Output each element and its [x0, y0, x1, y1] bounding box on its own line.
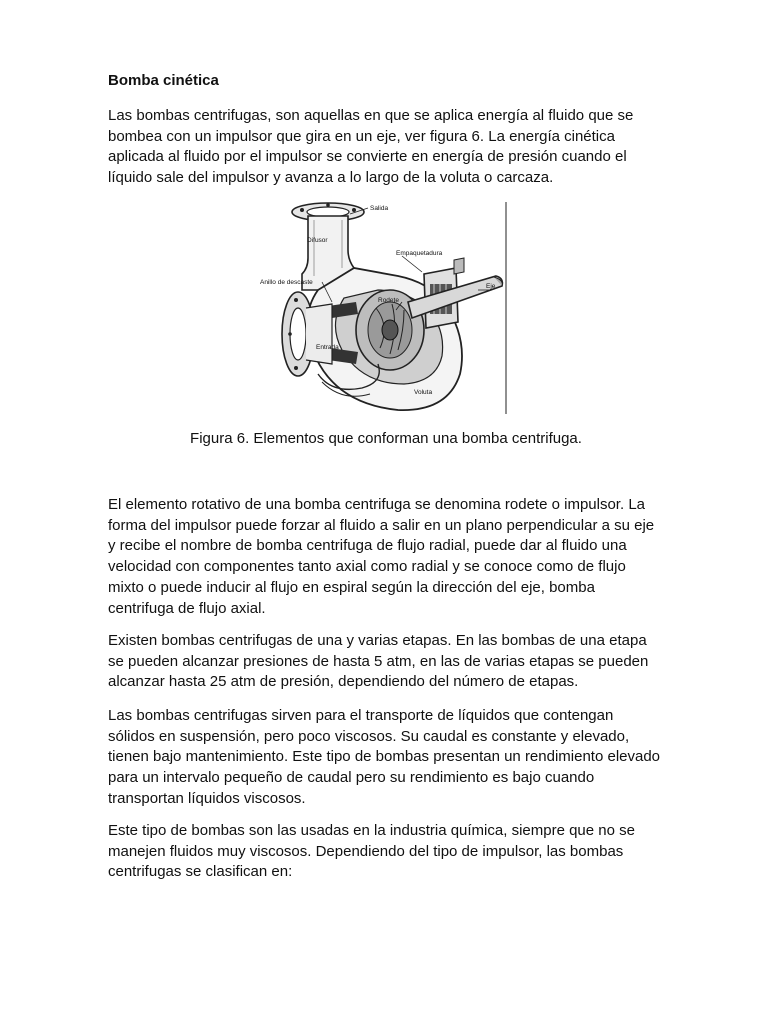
pump-diagram [258, 198, 510, 416]
text-line: El elemento rotativo de una bomba centrifuga se denomina rodete o impulsor. La [108, 496, 645, 513]
text-line: centrifugas se clasifican en: [108, 863, 293, 881]
paragraph-intro [108, 106, 668, 189]
label-eje: Eje [486, 283, 496, 290]
label-rodete: Rodete [378, 297, 399, 304]
text-line: Las bombas centrifugas, son aquellas en que se aplica energía al fluido que se [108, 107, 634, 124]
label-voluta: Voluta [414, 389, 433, 396]
section-heading: Bomba cinética [108, 72, 219, 89]
text-line: para un intervalo pequeño de caudal pero su rendimiento es bajo cuando [108, 769, 595, 787]
text-line: manejen fluidos muy viscosos. Dependiendo del tipo de impulsor, las bombas [108, 842, 624, 860]
label-entrada: Entrada [316, 344, 339, 351]
text-line: aplicada al fluido por el impulsor se convierte en energía de presión cuando el [108, 148, 627, 166]
label-anillo: Anillo de descaste [260, 279, 313, 286]
paragraph-stages [108, 631, 668, 693]
text-line: Existen bombas centrifugas de una y varias etapas. En las bombas de una etapa [108, 632, 647, 649]
paragraph-impeller [108, 495, 668, 619]
paragraph-uses [108, 706, 668, 810]
label-salida: Salida [370, 205, 389, 212]
text-line: forma del impulsor puede forzar al fluido a salir en un plano perpendicular a su eje [108, 516, 655, 534]
paragraph-classification [108, 821, 668, 883]
text-line: sólidos en suspensión, pero poco viscosos. Su caudal es constante y elevado, [108, 727, 630, 745]
text-line: transportan líquidos viscosos. [108, 789, 306, 807]
text-line: Las bombas centrifugas sirven para el transporte de líquidos que contengan [108, 707, 614, 724]
text-line: mixto o puede inducir al flujo en espiral según la dirección del eje, bomba [108, 578, 595, 596]
label-difusor: Difusor [307, 237, 328, 244]
text-line: líquido sale del impulsor y avanza a lo largo de la voluta o carcaza. [108, 169, 554, 187]
text-line: velocidad con componentes tanto axial como radial y se conoce como de flujo [108, 558, 626, 576]
text-line: centrifuga de flujo axial. [108, 599, 266, 617]
label-empaquetadura: Empaquetadura [396, 250, 443, 257]
text-line: alcanzar hasta 25 atm de presión, dependiendo del número de etapas. [108, 673, 579, 691]
text-line: bombea con un impulsor que gira en un eje, ver figura 6. La energía cinética [108, 127, 615, 145]
text-line: se pueden alcanzar presiones de hasta 5 atm, en las de varias etapas se pueden [108, 652, 649, 670]
figure-caption: Figura 6. Elementos que conforman una bomba centrifuga. [190, 430, 582, 447]
text-line: Este tipo de bombas son las usadas en la industria química, siempre que no se [108, 822, 635, 839]
text-line: tienen bajo mantenimiento. Este tipo de bombas presentan un rendimiento elevado [108, 748, 661, 766]
text-line: y recibe el nombre de bomba centrifuga de flujo radial, puede dar al fluido una [108, 537, 627, 555]
